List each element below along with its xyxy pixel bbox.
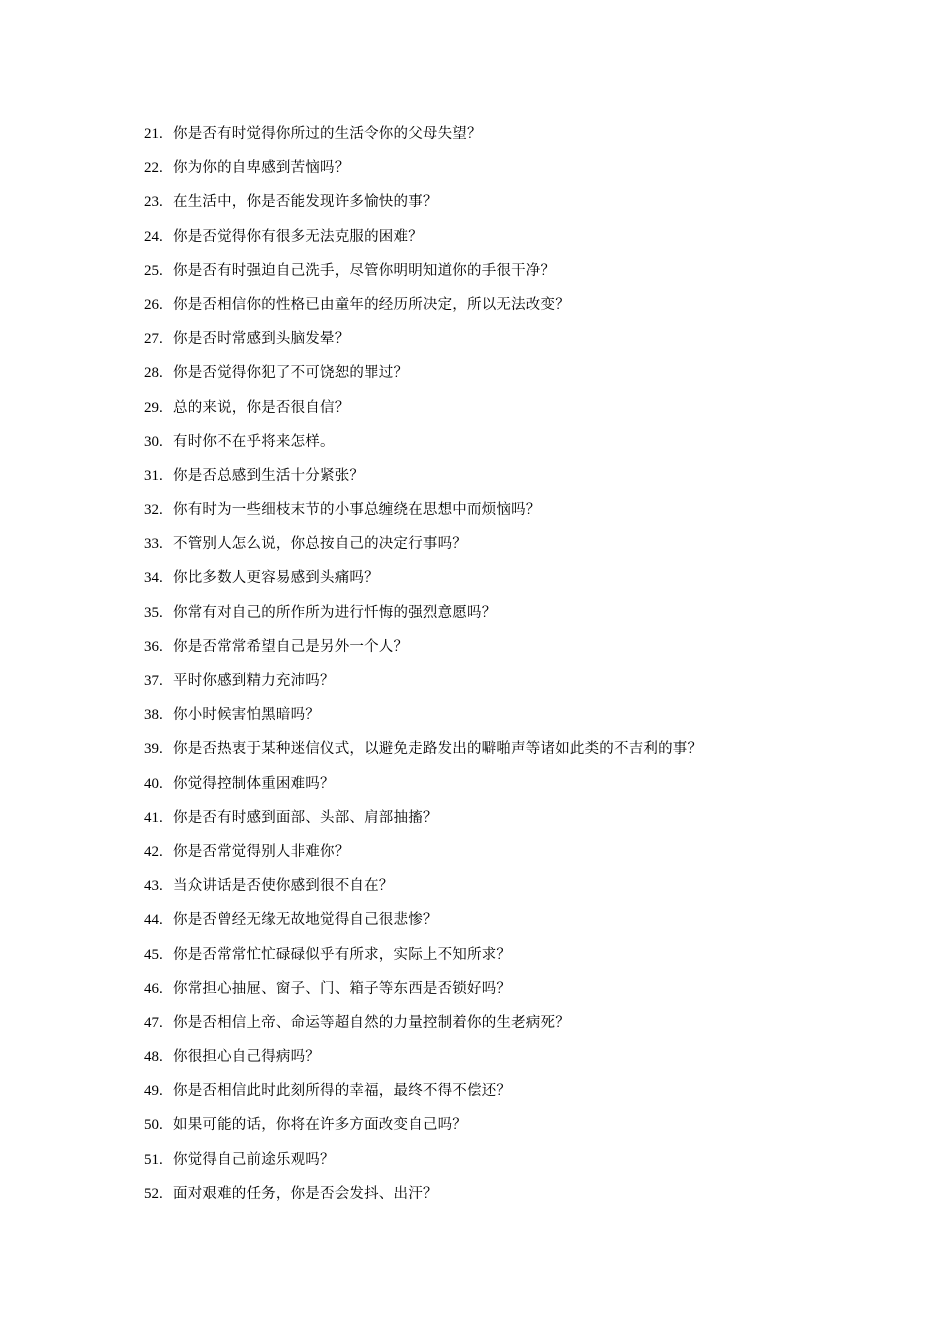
question-item bbox=[144, 874, 884, 908]
question-item bbox=[144, 772, 884, 806]
question-number: 23. bbox=[144, 194, 163, 211]
question-text: 当众讲话是否使你感到很不自在？ bbox=[173, 878, 394, 895]
question-number: 47. bbox=[144, 1014, 163, 1031]
question-item bbox=[144, 532, 884, 566]
question-number: 45. bbox=[144, 946, 163, 963]
question-text: 你是否常觉得别人非难你？ bbox=[173, 843, 350, 860]
question-number: 48. bbox=[144, 1049, 163, 1066]
question-text: 你是否曾经无缘无故地觉得自己很悲惨？ bbox=[173, 912, 438, 929]
question-number: 37. bbox=[144, 673, 163, 689]
question-text: 你是否有时觉得你所过的生活令你的父母失望？ bbox=[173, 126, 482, 142]
question-text: 你是否相信你的性格已由童年的经历所决定，所以无法改变？ bbox=[173, 296, 570, 313]
question-text: 你觉得自己前途乐观吗？ bbox=[173, 1151, 335, 1168]
question-number: 27. bbox=[144, 331, 163, 348]
question-item bbox=[144, 943, 884, 977]
question-text: 总的来说，你是否很自信？ bbox=[173, 399, 350, 416]
question-item bbox=[144, 806, 884, 840]
question-item bbox=[144, 190, 884, 224]
question-item bbox=[144, 669, 884, 703]
question-list bbox=[144, 122, 884, 1216]
question-number: 51. bbox=[144, 1151, 163, 1168]
question-number: 34. bbox=[144, 570, 163, 587]
question-item bbox=[144, 1182, 884, 1216]
question-item bbox=[144, 977, 884, 1011]
question-text: 你比多数人更容易感到头痛吗？ bbox=[173, 570, 379, 587]
question-text: 不管别人怎么说，你总按自己的决定行事吗？ bbox=[173, 536, 467, 553]
question-text: 你是否觉得你有很多无法克服的困难？ bbox=[173, 228, 423, 245]
question-item bbox=[144, 908, 884, 942]
question-item bbox=[144, 737, 884, 771]
question-item bbox=[144, 635, 884, 669]
question-item bbox=[144, 1079, 884, 1113]
question-number: 41. bbox=[144, 809, 163, 826]
question-text: 你有时为一些细枝末节的小事总缠绕在思想中而烦恼吗？ bbox=[173, 502, 541, 519]
question-number: 30. bbox=[144, 433, 163, 450]
question-text: 你是否有时感到面部、头部、肩部抽搐？ bbox=[173, 809, 438, 826]
question-number: 33. bbox=[144, 536, 163, 553]
question-text: 你是否觉得你犯了不可饶恕的罪过？ bbox=[173, 365, 409, 382]
question-number: 22. bbox=[144, 160, 163, 177]
question-number: 24. bbox=[144, 228, 163, 245]
question-item bbox=[144, 703, 884, 737]
question-item bbox=[144, 430, 884, 464]
question-text: 你是否相信上帝、命运等超自然的力量控制着你的生老病死？ bbox=[173, 1014, 570, 1031]
question-number: 46. bbox=[144, 980, 163, 997]
question-text: 有时你不在乎将来怎样。 bbox=[173, 433, 335, 450]
question-text: 你是否相信此时此刻所得的幸福，最终不得不偿还？ bbox=[173, 1083, 512, 1100]
question-number: 43. bbox=[144, 878, 163, 895]
question-text: 你为你的自卑感到苦恼吗？ bbox=[173, 160, 350, 177]
question-number: 36. bbox=[144, 638, 163, 655]
question-text: 你常担心抽屉、窗子、门、箱子等东西是否锁好吗？ bbox=[173, 980, 512, 997]
question-text: 你小时候害怕黑暗吗？ bbox=[173, 707, 320, 724]
question-item bbox=[144, 1011, 884, 1045]
question-number: 31. bbox=[144, 467, 163, 484]
question-item bbox=[144, 464, 884, 498]
question-text: 平时你感到精力充沛吗？ bbox=[173, 673, 335, 689]
question-item bbox=[144, 840, 884, 874]
question-item bbox=[144, 566, 884, 600]
question-number: 52. bbox=[144, 1185, 163, 1202]
question-number: 50. bbox=[144, 1117, 163, 1134]
question-text: 你常有对自己的所作所为进行忏悔的强烈意愿吗？ bbox=[173, 604, 497, 621]
question-text: 你是否常常希望自己是另外一个人？ bbox=[173, 638, 409, 655]
question-item bbox=[144, 327, 884, 361]
question-text: 你是否有时强迫自己洗手，尽管你明明知道你的手很干净？ bbox=[173, 262, 556, 279]
question-item bbox=[144, 396, 884, 430]
question-item bbox=[144, 259, 884, 293]
question-number: 44. bbox=[144, 912, 163, 929]
question-number: 32. bbox=[144, 502, 163, 519]
question-number: 21. bbox=[144, 126, 163, 142]
question-number: 29. bbox=[144, 399, 163, 416]
question-item bbox=[144, 1113, 884, 1147]
question-item bbox=[144, 1045, 884, 1079]
question-text: 你觉得控制体重困难吗？ bbox=[173, 775, 335, 792]
question-item bbox=[144, 156, 884, 190]
question-number: 25. bbox=[144, 262, 163, 279]
question-text: 面对艰难的任务，你是否会发抖、出汗？ bbox=[173, 1185, 438, 1202]
question-item bbox=[144, 498, 884, 532]
question-item bbox=[144, 293, 884, 327]
question-text: 你是否总感到生活十分紧张？ bbox=[173, 467, 365, 484]
question-item bbox=[144, 601, 884, 635]
question-text: 你是否热衷于某种迷信仪式，以避免走路发出的噼啪声等诸如此类的不吉利的事？ bbox=[173, 741, 703, 758]
question-text: 在生活中，你是否能发现许多愉快的事？ bbox=[173, 194, 438, 211]
question-number: 42. bbox=[144, 843, 163, 860]
question-number: 38. bbox=[144, 707, 163, 724]
question-number: 26. bbox=[144, 296, 163, 313]
question-item bbox=[144, 1148, 884, 1182]
question-text: 你是否常常忙忙碌碌似乎有所求，实际上不知所求？ bbox=[173, 946, 512, 963]
question-number: 35. bbox=[144, 604, 163, 621]
question-text: 如果可能的话，你将在许多方面改变自己吗？ bbox=[173, 1117, 467, 1134]
question-item bbox=[144, 122, 884, 156]
question-number: 28. bbox=[144, 365, 163, 382]
question-number: 49. bbox=[144, 1083, 163, 1100]
question-item bbox=[144, 361, 884, 395]
question-text: 你很担心自己得病吗？ bbox=[173, 1049, 320, 1066]
question-number: 40. bbox=[144, 775, 163, 792]
question-number: 39. bbox=[144, 741, 163, 758]
question-item bbox=[144, 225, 884, 259]
question-text: 你是否时常感到头脑发晕？ bbox=[173, 331, 350, 348]
